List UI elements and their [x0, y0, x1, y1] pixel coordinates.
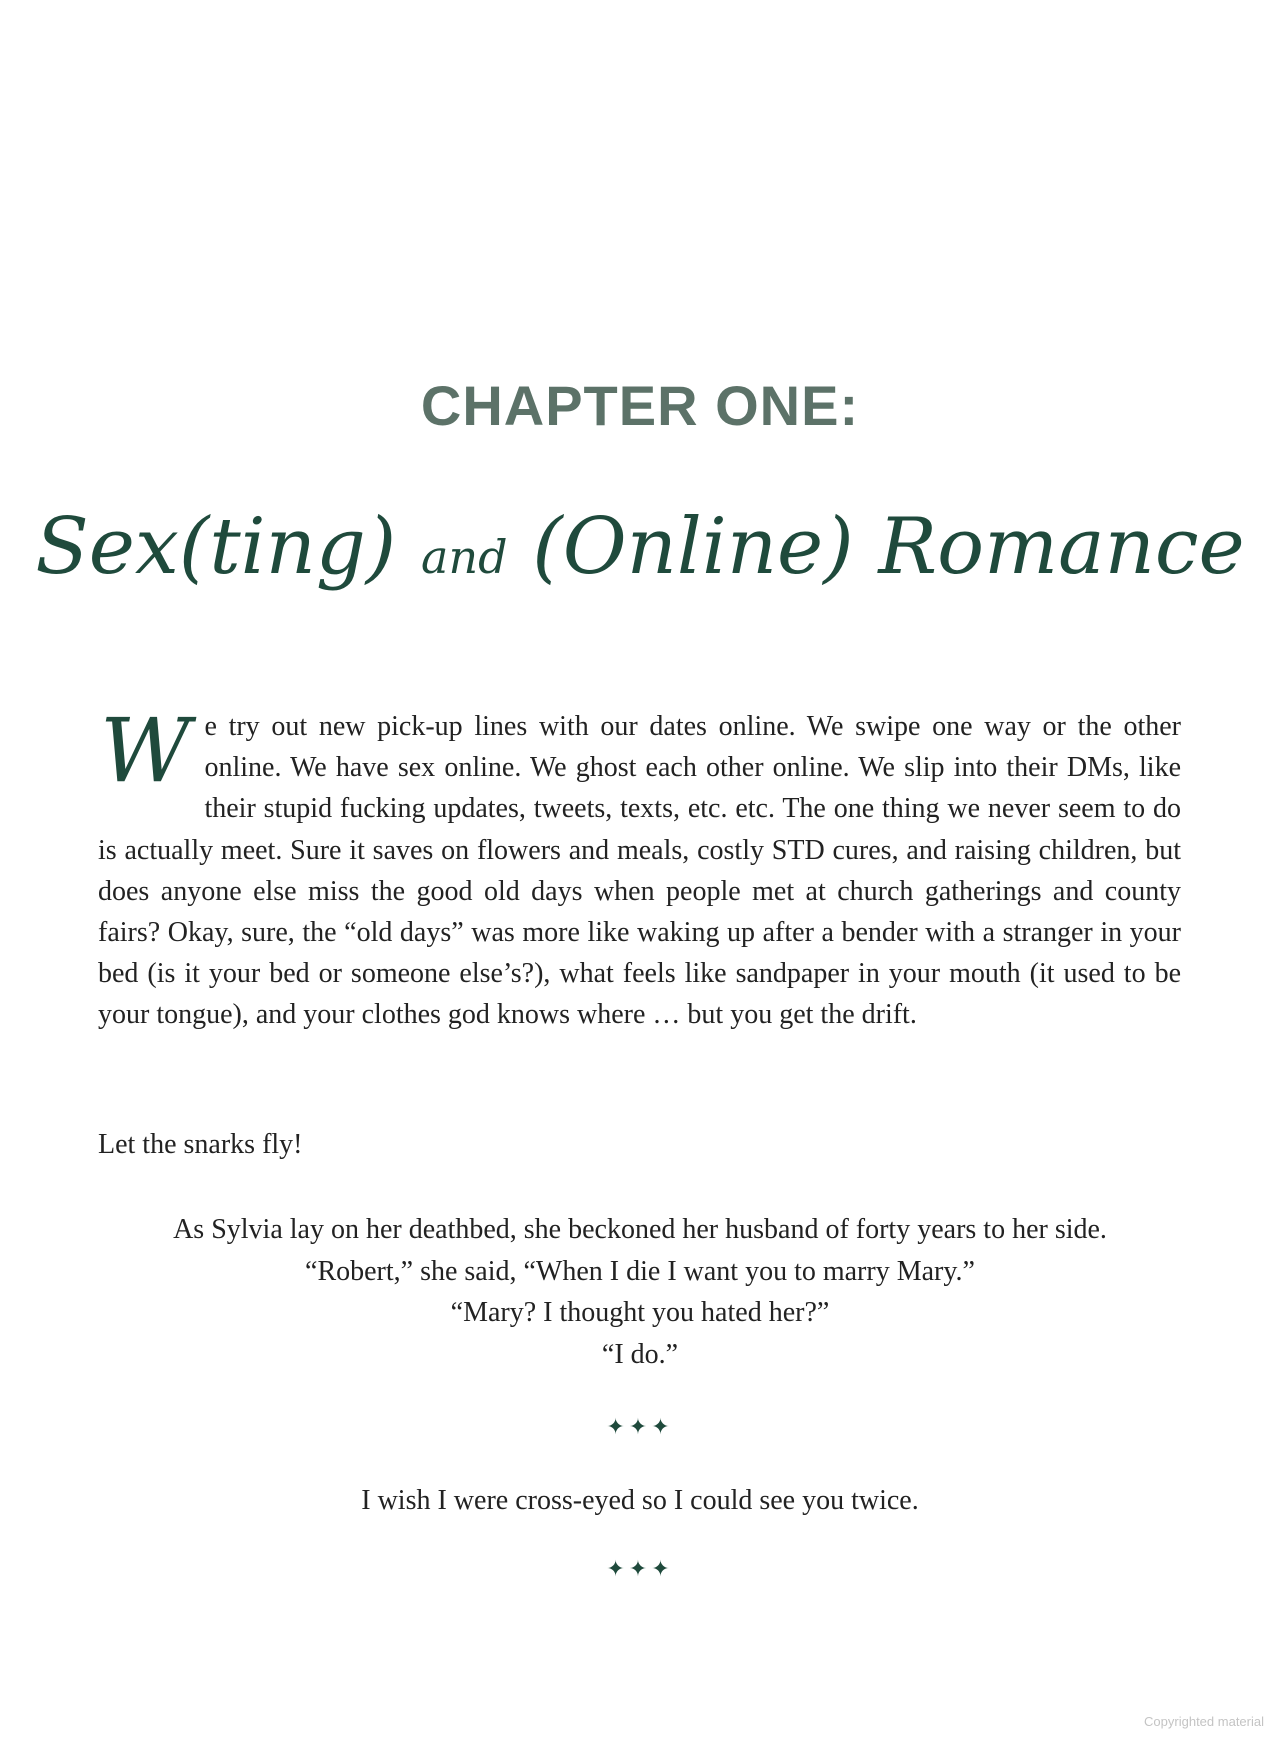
snarks-line: Let the snarks fly! — [98, 1129, 303, 1160]
chapter-label: CHAPTER ONE: — [420, 374, 860, 437]
joke-line: “Mary? I thought you hated her?” — [450, 1297, 830, 1328]
joke-cross-eyed — [0, 1480, 1280, 1522]
section-separator: ✦✦✦ — [606, 1414, 674, 1439]
copyright-watermark: Copyrighted material — [1144, 1714, 1264, 1729]
drop-cap: W — [100, 699, 191, 802]
joke-line: I wish I were cross-eyed so I could see you twice. — [361, 1485, 919, 1516]
chapter-title-part-1: Sex(ting) — [35, 502, 422, 592]
chapter-title — [0, 502, 1280, 592]
joke-line: “Robert,” she said, “When I die I want you to marry Mary.” — [305, 1255, 975, 1287]
chapter-title-part-3: (Online) Romance — [507, 502, 1245, 592]
intro-text: e try out new pick-up lines with our dates online. We swipe one way or the other online. We have sex online. We ghost each other online. We slip into their DMs, like their stupid fucking updates, tweets, texts, etc. etc. The one thing we never seem to do is actually meet. Sure it saves on flowers and meals, costly STD cures, and raising children, but does anyone else miss the good old days when people met at church gatherings and county fairs? Okay, sure, the “old days” was more like waking up after a bender with a stranger in your bed (is it your bed or someone else’s?), what feels like sandpaper in your mouth (it used to be your tongue), and your clothes god knows where … but you get the drift. — [98, 711, 1181, 1031]
joke-deathbed — [0, 1209, 1280, 1375]
joke-line: “I do.” — [601, 1338, 679, 1370]
section-separator: ✦✦✦ — [606, 1556, 674, 1581]
joke-line: As Sylvia lay on her deathbed, she beckoned her husband of forty years to her side. — [173, 1214, 1107, 1245]
chapter-title-part-2: and — [421, 530, 508, 584]
intro-paragraph — [98, 699, 1181, 1036]
